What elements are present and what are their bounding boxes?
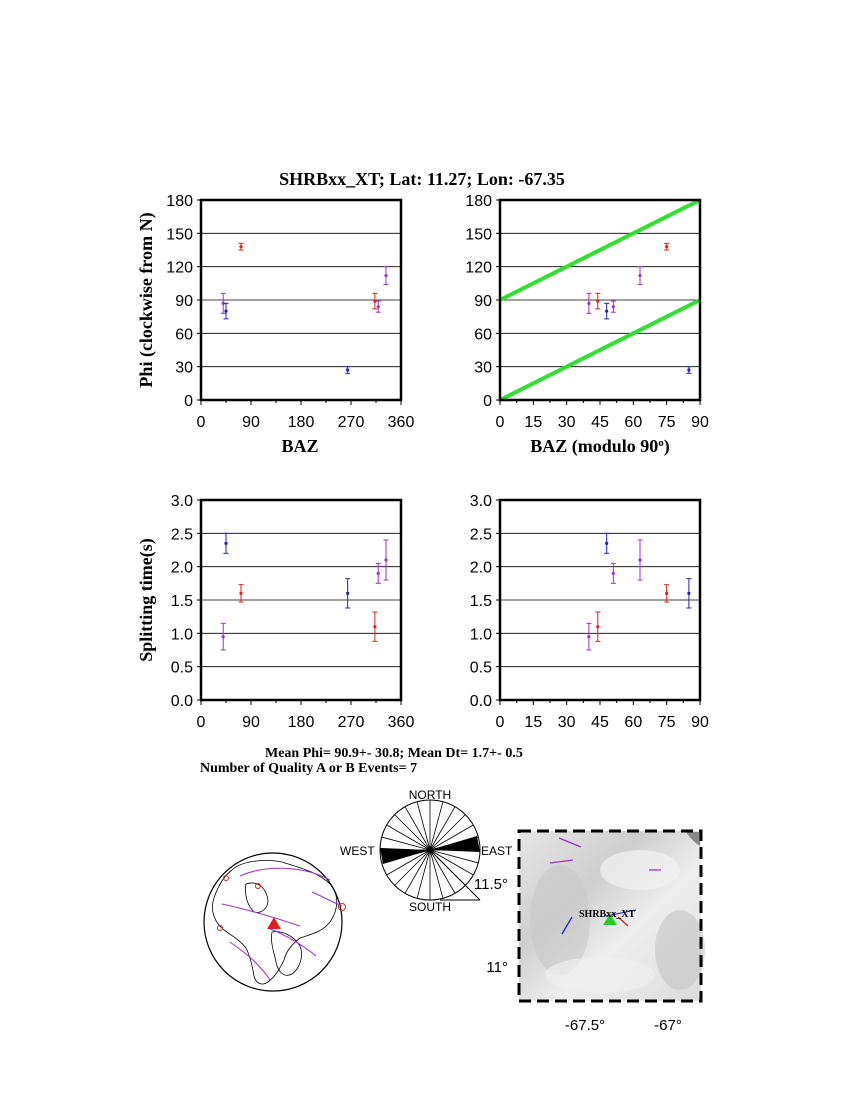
rose-spoke	[430, 850, 480, 900]
data-point	[345, 367, 350, 374]
point-marker	[612, 305, 615, 308]
x-tick-label: 0	[196, 414, 206, 431]
x-tick-label: 45	[591, 714, 609, 731]
x-tick-label: 90	[691, 714, 709, 731]
y-tick-label: 2.5	[469, 526, 492, 544]
x-tick-label: 360	[387, 714, 415, 731]
globe-map	[204, 853, 346, 991]
x-tick-label: 60	[624, 414, 643, 431]
local-map	[474, 831, 705, 1034]
point-marker	[373, 625, 376, 628]
data-point	[384, 540, 389, 580]
point-marker	[638, 558, 641, 561]
topo-relief	[600, 850, 680, 890]
data-point	[638, 540, 643, 580]
lat-label: 11°	[486, 959, 508, 976]
dt-vs-baz-mod90-chart	[470, 493, 709, 731]
data-point	[224, 533, 229, 553]
point-marker	[687, 368, 690, 371]
phi-vs-baz-mod90-chart	[465, 193, 709, 431]
point-marker	[596, 300, 599, 303]
point-marker	[587, 302, 590, 305]
data-point	[221, 623, 226, 650]
x-tick-label: 60	[624, 714, 643, 731]
point-marker	[346, 592, 349, 595]
y-tick-label: 120	[465, 259, 492, 277]
point-marker	[222, 635, 225, 638]
dt-ylabel: Splitting time(s)	[136, 538, 156, 662]
x-tick-label: 90	[242, 414, 260, 431]
data-point	[384, 267, 389, 285]
point-marker	[377, 572, 380, 575]
rose-north-label: NORTH	[408, 788, 452, 802]
point-marker	[638, 274, 641, 277]
topo-relief	[655, 910, 705, 990]
y-tick-label: 0.0	[170, 693, 193, 710]
point-marker	[596, 625, 599, 628]
data-point	[604, 303, 609, 319]
x-tick-label: 180	[287, 414, 315, 431]
data-point	[372, 612, 377, 641]
data-point	[664, 585, 669, 602]
data-point	[586, 623, 591, 650]
y-tick-label: 60	[175, 326, 193, 344]
rose-spoke	[417, 802, 430, 850]
point-marker	[384, 558, 387, 561]
point-marker	[239, 245, 242, 248]
station-label: SHRBxx_XT	[579, 909, 636, 920]
point-marker	[612, 572, 615, 575]
rose-petal-west	[380, 848, 430, 864]
x-tick-label: 75	[657, 714, 676, 731]
data-point	[604, 533, 609, 553]
y-tick-label: 90	[175, 293, 193, 310]
degree-superscript: o	[658, 437, 664, 449]
y-tick-label: 1.0	[170, 626, 193, 644]
data-point	[239, 243, 244, 250]
data-point	[376, 301, 381, 312]
point-marker	[605, 310, 608, 313]
y-tick-label: 1.5	[170, 593, 193, 610]
point-marker	[665, 592, 668, 595]
point-marker	[377, 305, 380, 308]
phi-vs-baz-chart	[166, 193, 414, 431]
y-tick-label: 30	[175, 359, 193, 377]
rose-east-label: EAST	[481, 844, 513, 858]
x-tick-label: 15	[524, 714, 543, 731]
y-tick-label: 180	[465, 193, 492, 210]
y-tick-label: 60	[474, 326, 492, 344]
y-tick-label: 0.5	[170, 659, 193, 677]
x-tick-label: 0	[196, 714, 206, 731]
y-tick-label: 0.0	[469, 693, 492, 710]
x-tick-label: 30	[557, 714, 576, 731]
x-tick-label: 360	[387, 414, 415, 431]
x-tick-label: 0	[495, 714, 505, 731]
lon-label: -67.5°	[564, 1017, 606, 1034]
point-marker	[224, 542, 227, 545]
point-marker	[587, 635, 590, 638]
y-tick-label: 0	[184, 393, 193, 410]
y-tick-label: 1.5	[469, 593, 492, 610]
y-tick-label: 180	[166, 193, 193, 210]
rose-spoke	[430, 802, 443, 850]
data-point	[239, 585, 244, 602]
x-tick-label: 270	[337, 714, 365, 731]
point-marker	[239, 592, 242, 595]
null-direction-line	[500, 300, 700, 400]
y-tick-label: 90	[474, 293, 492, 310]
data-point	[595, 612, 600, 641]
mod90-xlabel-close: )	[663, 436, 670, 456]
x-tick-label: 15	[524, 414, 543, 431]
mod90-xlabel-text: BAZ (modulo 90	[530, 436, 659, 456]
data-point	[345, 579, 350, 608]
data-point	[686, 579, 691, 608]
x-tick-label: 90	[691, 414, 709, 431]
data-point	[586, 293, 591, 313]
rose-diagram	[340, 788, 513, 914]
y-tick-label: 0.5	[469, 659, 492, 677]
y-tick-label: 30	[474, 359, 492, 377]
point-marker	[346, 368, 349, 371]
y-tick-label: 1.0	[469, 626, 492, 644]
phi-baz-xlabel: BAZ	[281, 436, 319, 456]
phi-ylabel: Phi (clockwise from N)	[136, 212, 156, 388]
rose-petal-east	[430, 836, 480, 852]
y-tick-label: 2.0	[469, 559, 492, 577]
data-point	[224, 303, 229, 319]
y-tick-label: 150	[166, 226, 193, 244]
y-tick-label: 120	[166, 259, 193, 277]
figure-title: SHRBxx_XT; Lat: 11.27; Lon: -67.35	[279, 169, 565, 189]
y-tick-label: 150	[465, 226, 492, 244]
x-tick-label: 90	[242, 714, 260, 731]
rose-spoke	[430, 850, 443, 898]
y-tick-label: 3.0	[170, 493, 193, 510]
y-tick-label: 3.0	[469, 493, 492, 510]
data-point	[664, 243, 669, 250]
point-marker	[224, 310, 227, 313]
y-tick-label: 2.0	[170, 559, 193, 577]
rose-west-label: WEST	[340, 844, 375, 858]
rose-south-label: SOUTH	[409, 900, 451, 914]
x-tick-label: 45	[591, 414, 609, 431]
point-marker	[665, 245, 668, 248]
point-marker	[605, 542, 608, 545]
x-tick-label: 180	[287, 714, 315, 731]
phi-mod90-xlabel	[530, 436, 670, 457]
mean-summary: Mean Phi= 90.9+- 30.8; Mean Dt= 1.7+- 0.5	[265, 746, 523, 761]
data-point	[611, 301, 616, 312]
topo-relief	[545, 957, 655, 993]
point-marker	[384, 274, 387, 277]
x-tick-label: 30	[557, 414, 576, 431]
data-point	[686, 367, 691, 374]
y-tick-label: 2.5	[170, 526, 193, 544]
lat-label: 11.5°	[473, 876, 508, 893]
rose-spoke	[430, 850, 478, 863]
y-tick-label: 0	[483, 393, 492, 410]
rose-spoke	[417, 850, 430, 898]
data-point	[638, 267, 643, 285]
event-count: Number of Quality A or B Events= 7	[200, 761, 418, 776]
rose-spoke	[382, 837, 430, 850]
x-tick-label: 75	[657, 414, 676, 431]
x-tick-label: 270	[337, 414, 365, 431]
point-marker	[687, 592, 690, 595]
data-point	[595, 293, 600, 309]
x-tick-label: 0	[495, 414, 505, 431]
null-direction-line	[500, 200, 700, 300]
lon-label: -67°	[654, 1017, 682, 1034]
dt-vs-baz-chart	[171, 493, 415, 731]
